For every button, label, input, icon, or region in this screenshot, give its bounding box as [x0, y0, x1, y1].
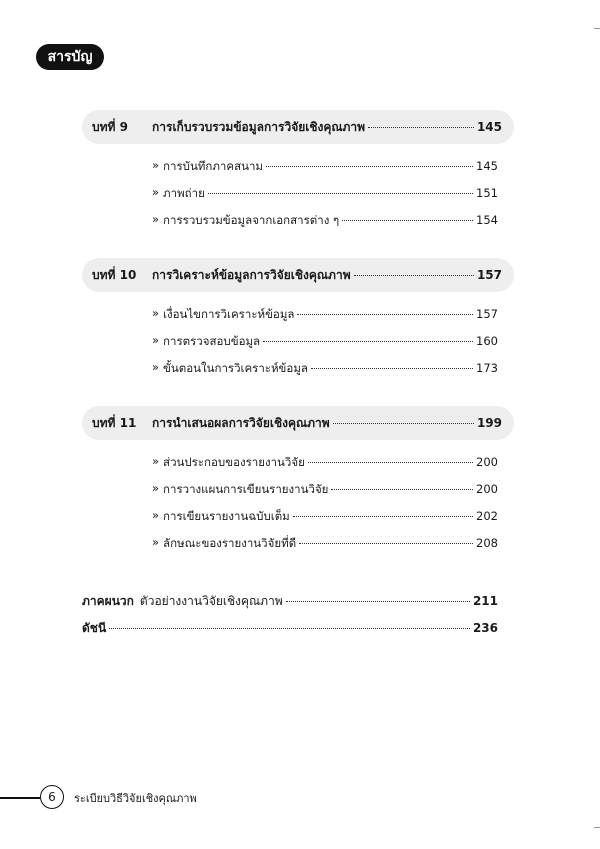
dot-leader [109, 628, 470, 629]
item-title: ลักษณะของรายงานวิจัยที่ดี [163, 536, 297, 550]
item-page: 157 [476, 307, 498, 321]
bullet-icon: » [152, 185, 160, 199]
chapter-page: 145 [476, 119, 502, 134]
chapter-10-row[interactable] [82, 258, 514, 292]
item-title: การตรวจสอบข้อมูล [163, 334, 261, 348]
toc-item[interactable] [152, 306, 498, 324]
toc-item[interactable] [152, 185, 498, 203]
item-page: 200 [476, 482, 498, 496]
toc-item[interactable] [152, 360, 498, 378]
chapter-title: การวิเคราะห์ข้อมูลการวิจัยเชิงคุณภาพ [152, 267, 351, 282]
item-title: การเขียนรายงานฉบับเต็ม [163, 509, 290, 523]
item-page: 200 [476, 455, 498, 469]
appendix-page: 211 [472, 594, 498, 608]
index-row[interactable] [82, 619, 498, 638]
item-page: 145 [476, 159, 498, 173]
dot-leader [342, 220, 473, 221]
dot-leader [354, 275, 474, 276]
chapter-9-row[interactable] [82, 110, 514, 144]
dot-leader [286, 601, 470, 602]
toc-item[interactable] [152, 481, 498, 499]
footer-book-title: ระเบียบวิธีวิจัยเชิงคุณภาพ [74, 792, 197, 805]
appendix-label: ภาคผนวก [82, 594, 134, 608]
footer-page-number: 6 [40, 785, 64, 809]
item-page: 208 [476, 536, 498, 550]
toc-item[interactable] [152, 508, 498, 526]
chapter-number: บทที่ 11 [92, 415, 137, 430]
crop-mark [594, 827, 600, 828]
item-title: การบันทึกภาคสนาม [163, 159, 263, 173]
index-label: ดัชนี [82, 621, 107, 635]
chapter-11-row[interactable] [82, 406, 514, 440]
dot-leader [368, 127, 474, 128]
dot-leader [266, 166, 473, 167]
footer-rule [0, 797, 40, 799]
item-page: 151 [476, 186, 498, 200]
toc-item[interactable] [152, 333, 498, 351]
item-title: ขั้นตอนในการวิเคราะห์ข้อมูล [163, 361, 308, 375]
toc-item[interactable] [152, 158, 498, 176]
dot-leader [331, 489, 473, 490]
dot-leader [311, 368, 473, 369]
bullet-icon: » [152, 212, 160, 226]
item-title: การรวบรวมข้อมูลจากเอกสารต่าง ๆ [163, 213, 340, 227]
item-title: การวางแผนการเขียนรายงานวิจัย [163, 482, 329, 496]
toc-badge: สารบัญ [36, 44, 104, 70]
bullet-icon: » [152, 481, 160, 495]
dot-leader [263, 341, 473, 342]
index-page: 236 [472, 621, 498, 635]
item-title: ภาพถ่าย [163, 186, 205, 200]
item-page: 173 [476, 361, 498, 375]
bullet-icon: » [152, 306, 160, 320]
chapter-title: การเก็บรวบรวมข้อมูลการวิจัยเชิงคุณภาพ [152, 119, 366, 134]
bullet-icon: » [152, 158, 160, 172]
chapter-number: บทที่ 9 [92, 119, 128, 134]
bullet-icon: » [152, 454, 160, 468]
bullet-icon: » [152, 508, 160, 522]
toc-item[interactable] [152, 535, 498, 553]
chapter-page: 157 [476, 267, 502, 282]
toc-item[interactable] [152, 212, 498, 230]
chapter-number: บทที่ 10 [92, 267, 137, 282]
item-page: 154 [476, 213, 498, 227]
dot-leader [308, 462, 473, 463]
dot-leader [208, 193, 473, 194]
dot-leader [333, 423, 474, 424]
appendix-row[interactable] [82, 592, 498, 611]
bullet-icon: » [152, 360, 160, 374]
appendix-title: ตัวอย่างงานวิจัยเชิงคุณภาพ [139, 594, 283, 608]
dot-leader [293, 516, 473, 517]
item-page: 202 [476, 509, 498, 523]
chapter-page: 199 [476, 415, 502, 430]
dot-leader [299, 543, 473, 544]
item-title: เงื่อนไขการวิเคราะห์ข้อมูล [163, 307, 295, 321]
bullet-icon: » [152, 535, 160, 549]
item-page: 160 [476, 334, 498, 348]
item-title: ส่วนประกอบของรายงานวิจัย [163, 455, 305, 469]
crop-mark [594, 28, 600, 29]
toc-item[interactable] [152, 454, 498, 472]
dot-leader [297, 314, 473, 315]
chapter-title: การนำเสนอผลการวิจัยเชิงคุณภาพ [152, 415, 330, 430]
bullet-icon: » [152, 333, 160, 347]
